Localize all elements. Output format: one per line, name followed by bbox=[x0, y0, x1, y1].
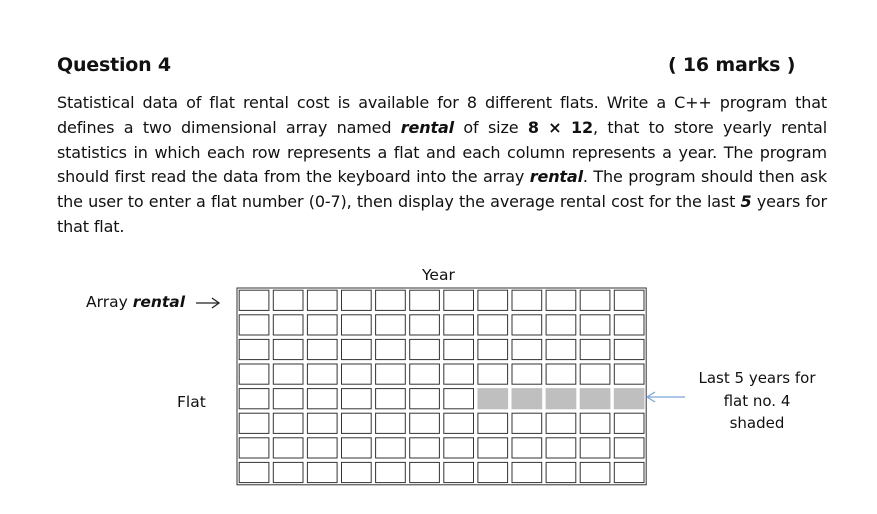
note-line-1: Last 5 years for bbox=[698, 369, 816, 387]
grid-cell bbox=[307, 462, 337, 482]
shaded-cell bbox=[512, 389, 542, 409]
para-five: 5 bbox=[740, 192, 752, 212]
grid-cell bbox=[580, 339, 610, 359]
grid-cell bbox=[239, 364, 269, 384]
rental-grid bbox=[237, 288, 646, 485]
grid-cell bbox=[273, 389, 303, 409]
grid-cell bbox=[410, 339, 440, 359]
para-rental-1: rental bbox=[400, 117, 454, 137]
grid-cell bbox=[376, 462, 406, 482]
grid-cell bbox=[512, 438, 542, 458]
grid-cell bbox=[580, 462, 610, 482]
grid-cell bbox=[580, 364, 610, 384]
grid-cell bbox=[410, 462, 440, 482]
grid-cell bbox=[376, 438, 406, 458]
grid-cell bbox=[444, 339, 474, 359]
grid-cell bbox=[273, 413, 303, 433]
flat-axis-label: Flat bbox=[177, 393, 206, 411]
grid-cell bbox=[376, 413, 406, 433]
para-dim-cols: 12 bbox=[570, 117, 593, 137]
grid-cell bbox=[239, 413, 269, 433]
grid-cell bbox=[546, 364, 576, 384]
para-text-3: , that to store yearly rental statistics in which each row represents a flat and each column represents a year. The program should first read the data from the keyboard into the array bbox=[57, 117, 827, 187]
grid-cell bbox=[342, 290, 372, 310]
grid-cell bbox=[444, 438, 474, 458]
grid-cell bbox=[580, 290, 610, 310]
grid-cell bbox=[444, 364, 474, 384]
question-title: Question 4 bbox=[57, 54, 171, 76]
grid-cell bbox=[342, 438, 372, 458]
grid-cell bbox=[342, 462, 372, 482]
grid-cell bbox=[444, 290, 474, 310]
para-rental-2: rental bbox=[529, 167, 583, 187]
grid-cell bbox=[410, 364, 440, 384]
grid-cell bbox=[307, 438, 337, 458]
grid-cell bbox=[546, 290, 576, 310]
note-line-2: flat no. 4 bbox=[723, 391, 791, 410]
grid-cell bbox=[307, 290, 337, 310]
grid-cell bbox=[273, 315, 303, 335]
note-line-3: shaded bbox=[729, 414, 785, 432]
grid-cell bbox=[478, 339, 508, 359]
para-text-5: years for that flat. bbox=[57, 192, 827, 236]
grid-cell bbox=[410, 438, 440, 458]
grid-cell bbox=[376, 364, 406, 384]
grid-cell bbox=[307, 413, 337, 433]
grid-cell bbox=[546, 339, 576, 359]
grid-cell bbox=[614, 290, 644, 310]
array-name: rental bbox=[132, 293, 186, 311]
grid-cell bbox=[614, 462, 644, 482]
grid-cell bbox=[512, 462, 542, 482]
grid-cell bbox=[614, 315, 644, 335]
grid-cell bbox=[342, 389, 372, 409]
grid-cell bbox=[444, 389, 474, 409]
grid-cell bbox=[546, 462, 576, 482]
grid-cell bbox=[410, 413, 440, 433]
grid-cell bbox=[546, 315, 576, 335]
grid-cell bbox=[273, 438, 303, 458]
grid-cell bbox=[239, 339, 269, 359]
grid-cell bbox=[307, 315, 337, 335]
shaded-cell bbox=[614, 389, 644, 409]
grid-cell bbox=[342, 315, 372, 335]
grid-cell bbox=[239, 438, 269, 458]
grid-cell bbox=[512, 364, 542, 384]
question-marks: ( 16 marks ) bbox=[668, 54, 796, 76]
grid-cell bbox=[580, 413, 610, 433]
grid-cell bbox=[546, 413, 576, 433]
grid-cell bbox=[273, 339, 303, 359]
array-rental-label: Array rental bbox=[86, 293, 186, 311]
grid-cell bbox=[580, 315, 610, 335]
para-text-2: of size bbox=[453, 117, 528, 137]
grid-cell bbox=[273, 364, 303, 384]
para-text-1: Statistical data of flat rental cost is available for 8 different flats. Write a C++ program that defines a two dimensional array named bbox=[57, 93, 827, 137]
grid-cell bbox=[239, 462, 269, 482]
para-dim-x: × bbox=[548, 117, 562, 137]
grid-cell bbox=[376, 339, 406, 359]
grid-cell bbox=[546, 438, 576, 458]
grid-cell bbox=[410, 389, 440, 409]
grid-cell bbox=[478, 438, 508, 458]
grid-cell bbox=[239, 290, 269, 310]
shaded-cell bbox=[546, 389, 576, 409]
shaded-cell bbox=[478, 389, 508, 409]
grid-cell bbox=[580, 438, 610, 458]
grid-cell bbox=[512, 413, 542, 433]
grid-cell bbox=[614, 364, 644, 384]
grid-cell bbox=[239, 389, 269, 409]
grid-cell bbox=[410, 315, 440, 335]
grid-cell bbox=[512, 290, 542, 310]
grid-cell bbox=[410, 290, 440, 310]
grid-cell bbox=[444, 315, 474, 335]
grid-cell bbox=[478, 462, 508, 482]
grid-cell bbox=[512, 339, 542, 359]
grid-cell bbox=[342, 364, 372, 384]
grid-cell bbox=[376, 315, 406, 335]
grid-cell bbox=[239, 315, 269, 335]
para-dim-rows: 8 bbox=[527, 117, 539, 137]
grid-cell bbox=[307, 339, 337, 359]
shaded-note bbox=[690, 367, 824, 435]
grid-cell bbox=[478, 315, 508, 335]
grid-cell bbox=[614, 438, 644, 458]
grid-cell bbox=[273, 290, 303, 310]
para-text-4: . The program should then ask the user to enter a flat number (0-7), then display the average rental cost for the last bbox=[57, 167, 827, 212]
array-pointer-arrow-icon bbox=[196, 298, 219, 308]
year-axis-label: Year bbox=[422, 266, 455, 284]
grid-cell bbox=[478, 290, 508, 310]
grid-cell bbox=[342, 413, 372, 433]
grid-cell bbox=[376, 389, 406, 409]
grid-cell bbox=[376, 290, 406, 310]
grid-cell bbox=[614, 413, 644, 433]
grid-cell bbox=[478, 413, 508, 433]
grid-cell bbox=[512, 315, 542, 335]
grid-cell bbox=[307, 364, 337, 384]
grid-cell bbox=[444, 462, 474, 482]
shaded-cell bbox=[580, 389, 610, 409]
grid-cell bbox=[444, 413, 474, 433]
grid-cell bbox=[307, 389, 337, 409]
grid-cell bbox=[478, 364, 508, 384]
grid-cell bbox=[273, 462, 303, 482]
grid-cell bbox=[614, 339, 644, 359]
grid-cell bbox=[342, 339, 372, 359]
note-pointer-arrow-icon bbox=[647, 392, 685, 402]
